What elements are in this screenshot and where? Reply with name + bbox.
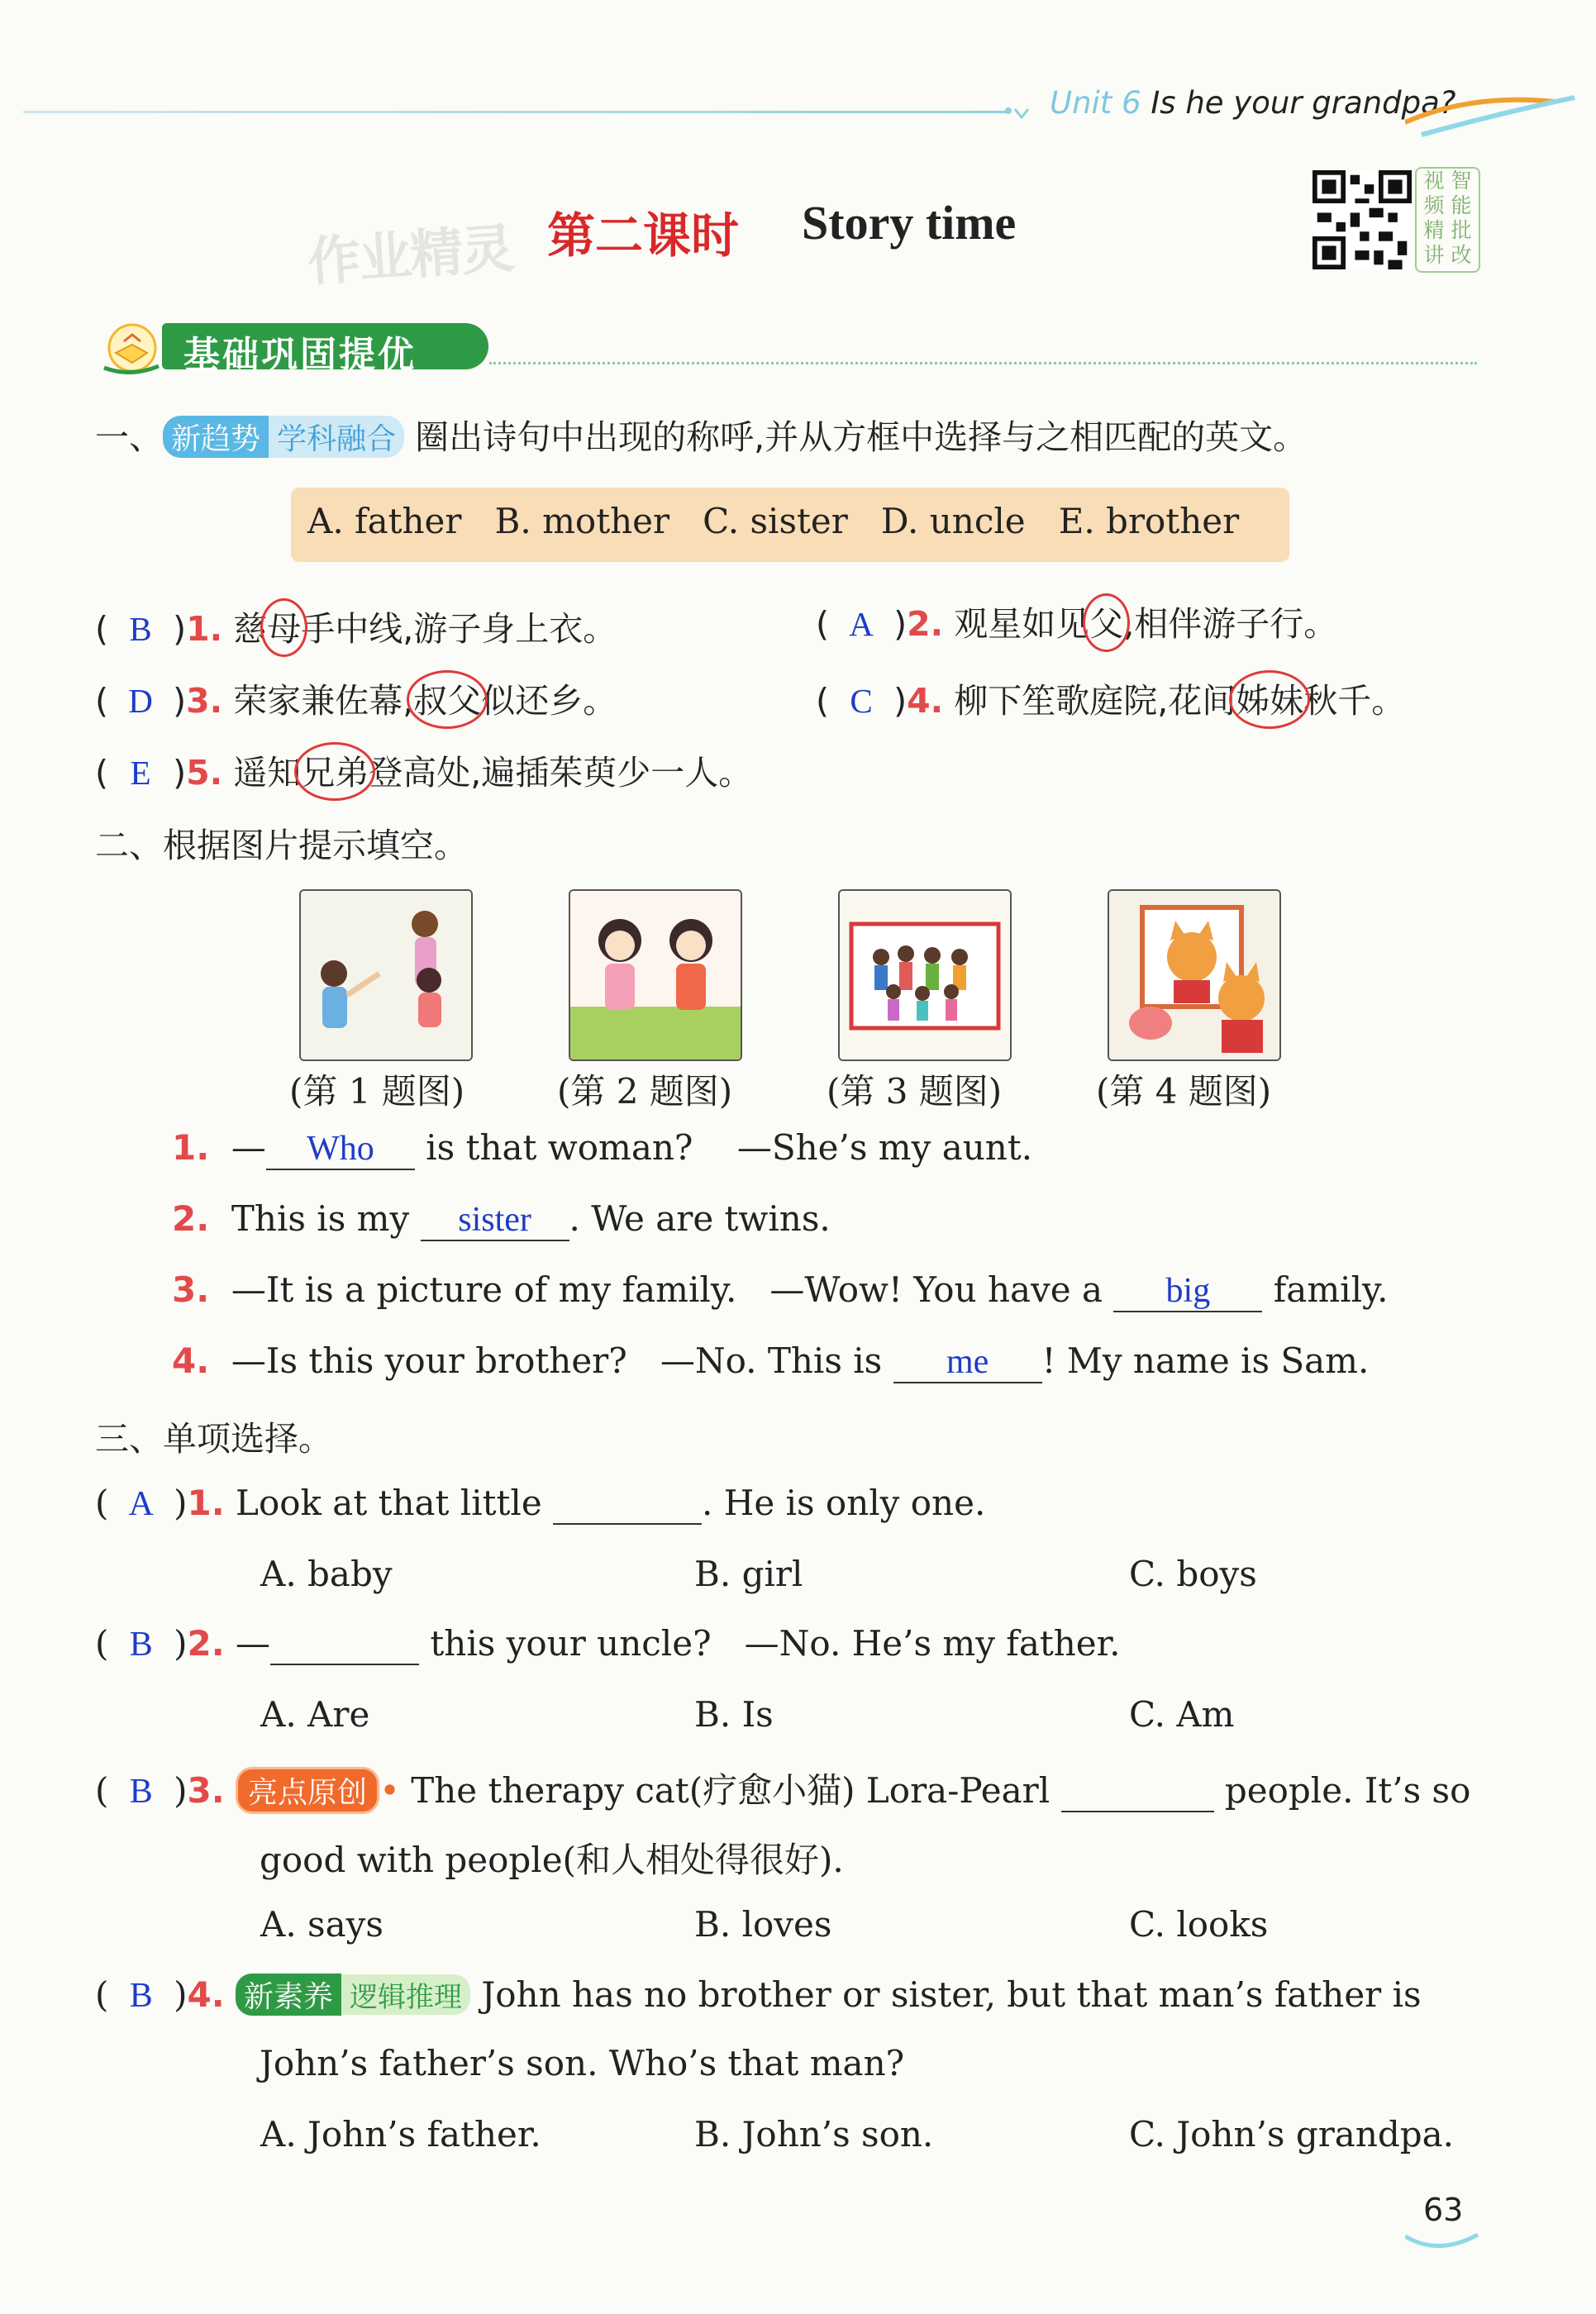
item-text: people. It’s so (1224, 1770, 1471, 1811)
watermark: 作业精灵 (306, 218, 515, 294)
poem-text: 柳下笙歌庭院,花间 (954, 681, 1236, 721)
item-text: — (236, 1623, 271, 1664)
picture-caption-3: (第 3 题图) (827, 1071, 1003, 1112)
blank (553, 1483, 702, 1525)
tag-original: 亮点原创 (236, 1767, 379, 1814)
fill-item-1 (172, 1127, 1032, 1170)
item-number: 2. (172, 1198, 210, 1239)
item-number: 3. (187, 1770, 225, 1811)
answer-blank[interactable]: big (1113, 1271, 1262, 1312)
item-text: Look at that little (236, 1483, 542, 1523)
item-number: 4. (172, 1340, 210, 1381)
qr-label-char: 视 (1423, 169, 1445, 193)
qr-label-char: 精 (1423, 218, 1445, 242)
answer[interactable]: B (129, 1626, 153, 1664)
poem-item-3 (95, 674, 617, 722)
item-text-line2: John’s father’s son. Who’s that man? (260, 2043, 905, 2083)
item-text: —It is a picture of my family. (231, 1269, 737, 1310)
choice-item-1: ( A )1. Look at that little . He is only one. (95, 1483, 986, 1523)
paren: ( (95, 609, 108, 649)
item-number: 1. (187, 1483, 225, 1523)
option-b[interactable]: B. girl (694, 1554, 803, 1594)
option-a[interactable]: A. Are (260, 1694, 370, 1735)
header-rule (23, 111, 1007, 113)
circled-term: 父 (1089, 597, 1123, 645)
poem-text: 秋千。 (1303, 681, 1406, 721)
paren: ( (95, 753, 108, 793)
paren: ( (816, 604, 829, 644)
circled-term: 母 (267, 602, 301, 650)
tag-new-literacy: 新素养 (236, 1974, 341, 2016)
poem-item-5 (95, 745, 752, 794)
answer[interactable]: B (129, 610, 152, 648)
poem-text: 遥知 (233, 753, 302, 793)
item-number: 1. (186, 609, 223, 649)
picture-3 (838, 889, 1012, 1061)
poem-text: 慈 (233, 609, 268, 649)
picture-caption-2: (第 2 题图) (557, 1071, 733, 1112)
paren: ) (173, 681, 187, 721)
paren: ( (95, 681, 108, 721)
part3-title: 三、单项选择。 (95, 1419, 332, 1459)
part1-instruction: 圈出诗句中出现的称呼,并从方框中选择与之相匹配的英文。 (415, 417, 1308, 457)
paren: ) (893, 681, 908, 721)
item-text: —Wow! You have a (769, 1269, 1103, 1310)
choice-item-2: ( B )2. — this your uncle? —No. He’s my father. (95, 1623, 1121, 1664)
answer[interactable]: B (129, 1977, 153, 2015)
fill-item-4 (172, 1340, 1369, 1383)
poem-text: ,相伴游子行。 (1123, 604, 1338, 644)
option-a[interactable]: A. John’s father. (260, 2114, 541, 2154)
choice-item-3: ( B )3. 亮点原创 • The therapy cat(疗愈小猫) Lora-Pearl people. It’s so (95, 1764, 1470, 1814)
qr-label-char: 讲 (1423, 243, 1445, 267)
picture-caption-1: (第 1 题图) (289, 1071, 465, 1112)
item-text: —No. He’s my father. (744, 1623, 1121, 1664)
paren: ) (173, 753, 187, 793)
chevron-icon (1002, 99, 1035, 132)
lesson-title-cn: 第二课时 (547, 207, 740, 264)
poem-text: 荣家兼佐幕, (233, 681, 414, 721)
item-number: 3. (172, 1269, 210, 1310)
answer[interactable]: E (130, 754, 151, 792)
part2-title: 二、根据图片提示填空。 (95, 826, 468, 865)
circled-term: 叔父 (413, 674, 481, 722)
item-text-line2: good with people(和人相处得很好). (260, 1840, 844, 1880)
item-number: 1. (172, 1127, 210, 1168)
item-text: This is my (231, 1198, 410, 1239)
qr-label-char: 改 (1451, 243, 1472, 267)
unit-heading (1050, 85, 1455, 121)
section-title: 基础巩固提优 (183, 334, 417, 376)
tag-new-trend: 新趋势 (163, 416, 269, 458)
option-c[interactable]: C. Am (1129, 1694, 1235, 1735)
fill-item-3 (172, 1269, 1389, 1312)
lesson-title-en: Story time (802, 196, 1017, 250)
item-number: 4. (187, 1974, 225, 2015)
item-number: 3. (186, 681, 223, 721)
picture-1 (299, 889, 473, 1061)
poem-text: 观星如见 (954, 604, 1090, 644)
answer[interactable]: C (850, 682, 873, 720)
fill-item-2 (172, 1198, 831, 1241)
answer-blank[interactable]: sister (421, 1200, 569, 1241)
circled-term: 兄弟 (301, 745, 369, 794)
option-b[interactable]: B. Is (694, 1694, 774, 1735)
item-text: . We are twins. (569, 1198, 831, 1239)
option-b[interactable]: B. John’s son. (694, 2114, 934, 2154)
tag-subject-fusion: 学科融合 (269, 416, 404, 458)
option-b[interactable]: B. loves (694, 1904, 832, 1945)
poem-item-4 (816, 674, 1405, 722)
unit-label: Unit 6 (1050, 85, 1141, 121)
item-text: —Is this your brother? (231, 1340, 627, 1381)
answer[interactable]: A (128, 1485, 154, 1523)
item-text: this your uncle? (430, 1623, 712, 1664)
item-text: —She’s my aunt. (736, 1127, 1033, 1168)
item-number: 5. (186, 753, 223, 793)
blank (1061, 1770, 1214, 1812)
choice-item-4: ( B )4. 新素养 逻辑推理 John has no brother or sister, but that man’s father is (95, 1974, 1422, 2015)
picture-4 (1108, 889, 1281, 1061)
unit-title: Is he your grandpa? (1151, 85, 1456, 121)
option-c[interactable]: C. looks (1129, 1904, 1269, 1945)
blank (270, 1623, 419, 1665)
paren: ) (173, 609, 187, 649)
part1-instruction-line (95, 410, 1307, 459)
option-c[interactable]: C. John’s grandpa. (1129, 2114, 1455, 2154)
options-text: A. father B. mother C. sister D. uncle E. brother (307, 501, 1240, 541)
item-text: —No. This is (660, 1340, 883, 1381)
page-swoosh-icon (1405, 2231, 1479, 2253)
part1-number: 一、 (95, 417, 163, 457)
picture-2 (569, 889, 742, 1061)
option-c[interactable]: C. boys (1129, 1554, 1257, 1594)
answer[interactable]: B (129, 1773, 153, 1811)
poem-text: 手中线,游子身上衣。 (301, 609, 617, 649)
qr-label-char: 批 (1451, 218, 1472, 242)
item-number: 2. (187, 1623, 225, 1664)
answer[interactable]: D (128, 682, 153, 720)
answer-blank[interactable]: me (893, 1342, 1042, 1383)
header-swoosh-icon (1405, 89, 1579, 139)
item-text: . He is only one. (702, 1483, 986, 1523)
item-text: is that woman? (426, 1127, 693, 1168)
tag-logic: 逻辑推理 (341, 1974, 470, 2015)
item-text: John has no brother or sister, but that man’s father is (481, 1974, 1422, 2015)
lightbulb-book-icon (99, 320, 162, 374)
qr-label (1415, 167, 1480, 273)
circled-term: 姊妹 (1236, 674, 1303, 722)
item-number: 4. (907, 681, 944, 721)
qr-label-char: 智 (1451, 169, 1472, 193)
item-text: family. (1273, 1269, 1389, 1310)
page-number: 63 (1423, 2192, 1464, 2228)
paren: ( (816, 681, 829, 721)
item-text: The therapy cat(疗愈小猫) Lora-Pearl (411, 1770, 1051, 1811)
picture-caption-4: (第 4 题图) (1096, 1071, 1272, 1112)
option-a[interactable]: A. says (260, 1904, 384, 1945)
item-text: ! My name is Sam. (1041, 1340, 1370, 1381)
item-number: 2. (907, 604, 944, 644)
item-text: — (231, 1127, 266, 1168)
poem-item-2 (816, 597, 1337, 645)
poem-text: 登高处,遍插茱萸少一人。 (369, 753, 753, 793)
qr-label-char: 频 (1423, 193, 1445, 217)
section-divider (489, 362, 1477, 364)
answer[interactable]: A (849, 605, 874, 643)
poem-text: 似还乡。 (481, 681, 617, 721)
paren: ) (893, 604, 908, 644)
option-a[interactable]: A. baby (260, 1554, 393, 1594)
answer-blank[interactable]: Who (266, 1129, 415, 1170)
qr-label-char: 能 (1451, 193, 1472, 217)
poem-item-1 (95, 602, 617, 650)
qr-code-icon[interactable] (1313, 170, 1412, 269)
